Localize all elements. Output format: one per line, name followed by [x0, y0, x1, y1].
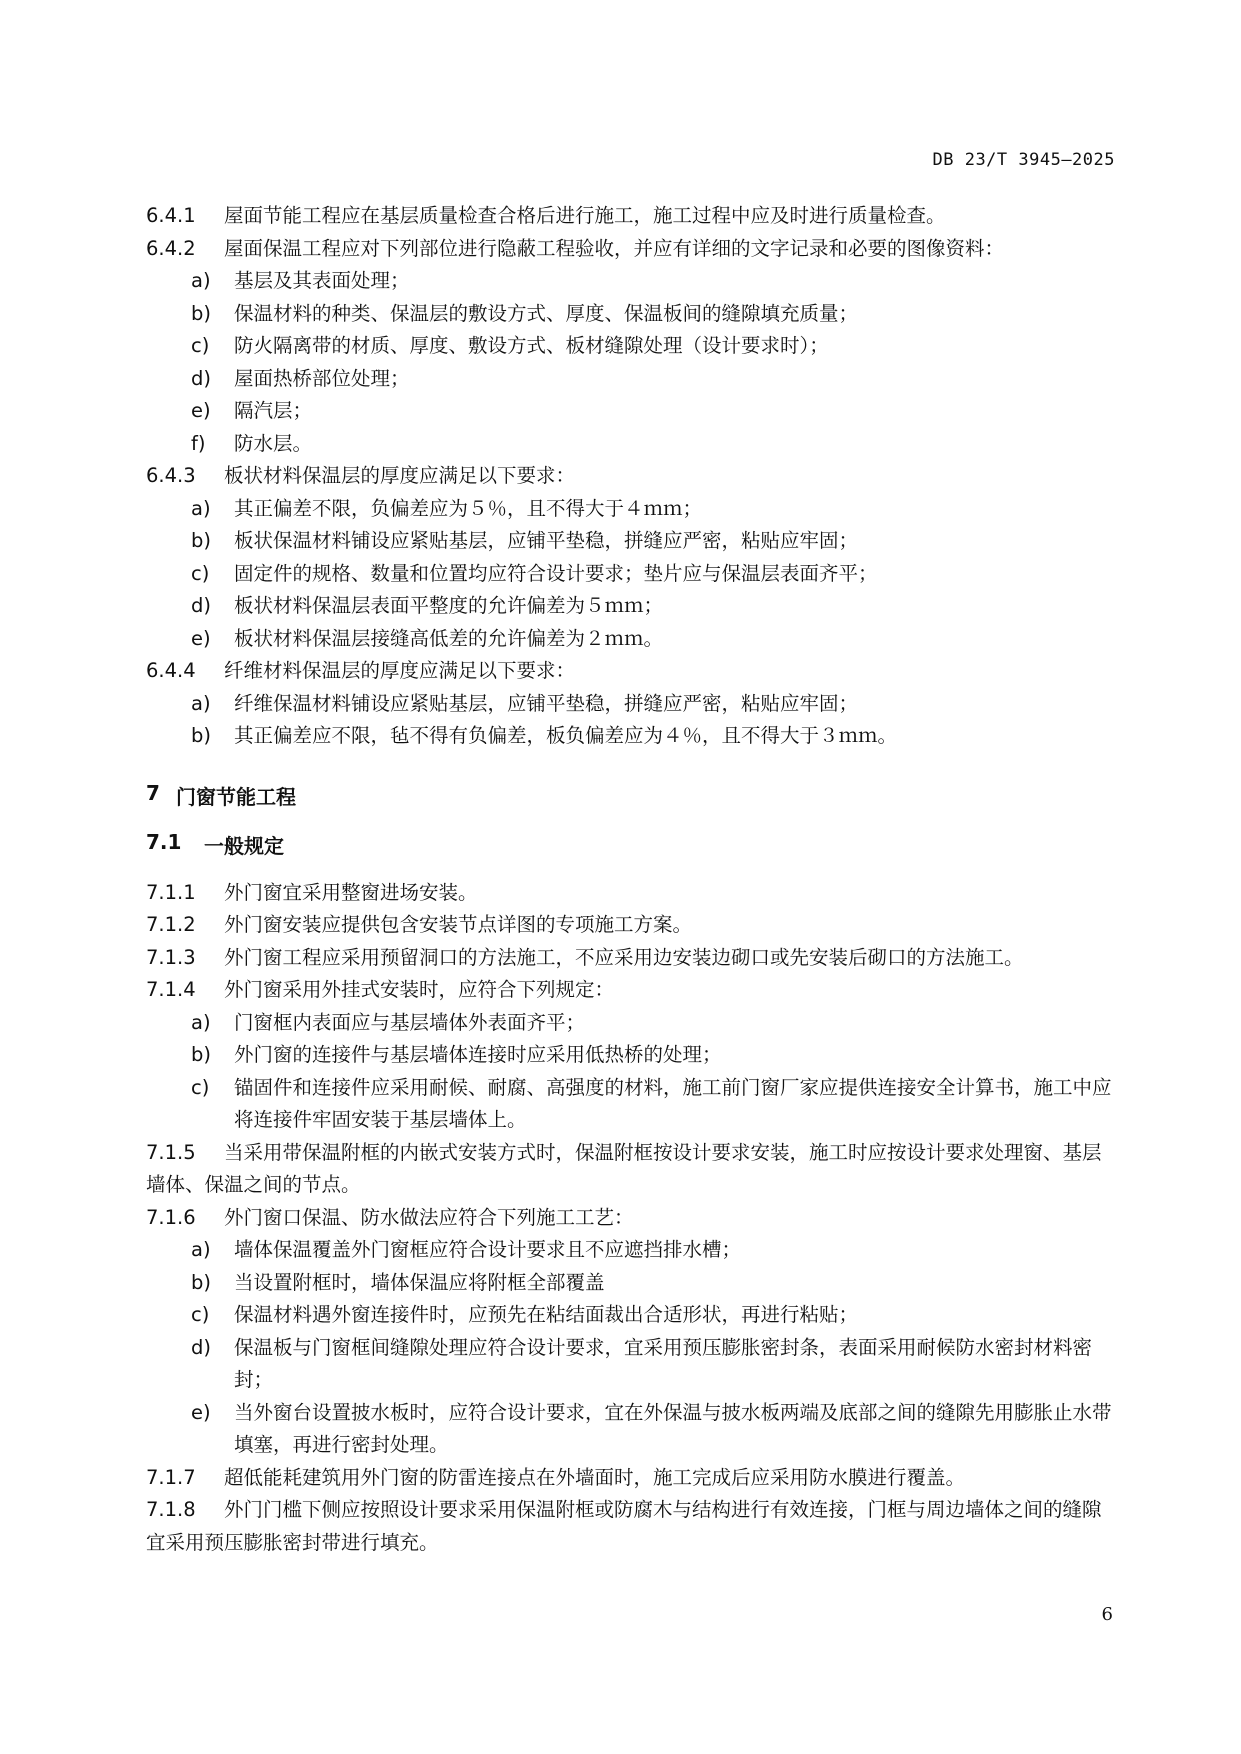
list-item-text: 其正偏差不限，负偏差应为５％，且不得大于４ｍｍ； — [234, 496, 703, 520]
clause-text: 外门窗口保温、防水做法应符合下列施工工艺： — [224, 1205, 634, 1229]
list-item — [146, 493, 1116, 526]
clause-6.4.4 — [146, 655, 1116, 688]
list-item-text: 保温材料的种类、保温层的敷设方式、厚度、保温板间的缝隙填充质量； — [234, 301, 859, 325]
list-item-label: d) — [191, 366, 211, 390]
clause-number: 7.1.6 — [146, 1205, 196, 1229]
list-item — [146, 1397, 1116, 1462]
clause-6.4.1 — [146, 200, 1116, 233]
clause-text: 外门门槛下侧应按照设计要求采用保温附框或防腐木与结构进行有效连接，门框与周边墙体之间的缝隙宜采用预压膨胀密封带进行填充。 — [146, 1498, 1102, 1554]
list-item — [146, 720, 1116, 753]
list-item-label: c) — [191, 1075, 210, 1099]
clause-7.1.3 — [146, 942, 1116, 975]
chapter-heading — [146, 781, 1116, 810]
clause-text: 屋面保温工程应对下列部位进行隐蔽工程验收，并应有详细的文字记录和必要的图像资料： — [224, 236, 1005, 260]
list-item-label: a) — [191, 496, 211, 520]
list-item-label: e) — [191, 399, 211, 422]
list-item-label: d) — [191, 1335, 211, 1359]
list-item — [146, 590, 1116, 623]
list-item — [146, 395, 1116, 428]
clause-number: 7.1.7 — [146, 1465, 196, 1489]
list-item — [146, 688, 1116, 721]
list-item-text: 隔汽层； — [234, 399, 313, 422]
clause-number: 7.1.2 — [146, 913, 196, 936]
chapter-number: 7 — [146, 780, 160, 805]
clause-number: 7.1.1 — [146, 880, 196, 904]
list-item-text: 板状材料保温层表面平整度的允许偏差为５ｍｍ； — [234, 594, 664, 617]
chapter-title: 门窗节能工程 — [176, 784, 296, 809]
list-item — [146, 1299, 1116, 1332]
clause-number: 6.4.2 — [146, 236, 196, 260]
clause-text: 屋面节能工程应在基层质量检查合格后进行施工，施工过程中应及时进行质量检查。 — [224, 204, 946, 227]
list-item — [146, 1007, 1116, 1040]
list-item-text: 保温材料遇外窗连接件时，应预先在粘结面裁出合适形状，再进行粘贴； — [234, 1303, 859, 1326]
list-item-text: 板状保温材料铺设应紧贴基层，应铺平垫稳，拼缝应严密，粘贴应牢固； — [234, 529, 859, 552]
list-item-label: b) — [191, 724, 211, 747]
list-item-label: c) — [191, 1303, 210, 1326]
list-item — [146, 1072, 1116, 1137]
clause-6.4.2 — [146, 233, 1116, 266]
list-item — [146, 298, 1116, 331]
list-item — [146, 363, 1116, 396]
clause-number: 6.4.3 — [146, 464, 196, 487]
list-item — [146, 623, 1116, 656]
clause-text: 超低能耗建筑用外门窗的防雷连接点在外墙面时，施工完成后应采用防水膜进行覆盖。 — [224, 1465, 966, 1489]
list-item — [146, 1234, 1116, 1267]
document-body — [146, 200, 1116, 1559]
list-item-text: 固定件的规格、数量和位置均应符合设计要求；垫片应与保温层表面齐平； — [234, 561, 878, 585]
page-number: 6 — [1101, 1604, 1113, 1625]
clause-7.1.4 — [146, 974, 1116, 1007]
list-item — [146, 1332, 1116, 1397]
clause-number: 7.1.3 — [146, 945, 196, 969]
clause-number: 7.1.8 — [146, 1498, 196, 1521]
list-item-text: 门窗框内表面应与基层墙体外表面齐平； — [234, 1010, 586, 1034]
list-item — [146, 428, 1116, 461]
list-item — [146, 330, 1116, 363]
list-item-label: a) — [191, 1010, 211, 1034]
list-item-label: a) — [191, 1238, 211, 1261]
list-item-text: 墙体保温覆盖外门窗框应符合设计要求且不应遮挡排水槽； — [234, 1238, 742, 1261]
clause-number: 6.4.1 — [146, 204, 196, 227]
list-item-label: b) — [191, 529, 211, 552]
clause-text: 外门窗采用外挂式安装时，应符合下列规定： — [224, 978, 615, 1001]
list-item — [146, 558, 1116, 591]
clause-text: 外门窗工程应采用预留洞口的方法施工，不应采用边安装边砌口或先安装后砌口的方法施工。 — [224, 945, 1024, 969]
list-item-label: e) — [191, 626, 211, 650]
list-item — [146, 1267, 1116, 1300]
list-item-label: c) — [191, 561, 210, 585]
section-number: 7.1 — [146, 829, 182, 854]
list-item-label: b) — [191, 1043, 211, 1066]
clause-7.1.8 — [146, 1494, 1116, 1559]
list-item — [146, 525, 1116, 558]
clause-number: 6.4.4 — [146, 659, 196, 682]
list-item-text: 基层及其表面处理； — [234, 269, 410, 292]
list-item — [146, 265, 1116, 298]
clause-7.1.1 — [146, 877, 1116, 910]
list-item-label: d) — [191, 594, 211, 617]
list-item-label: b) — [191, 1270, 211, 1294]
list-item-text: 锚固件和连接件应采用耐候、耐腐、高强度的材料，施工前门窗厂家应提供连接安全计算书，施工中应将连接件牢固安装于基层墙体上。 — [234, 1075, 1112, 1131]
clause-text: 外门窗宜采用整窗进场安装。 — [224, 880, 478, 904]
list-item-label: f) — [191, 431, 206, 455]
list-item-label: e) — [191, 1400, 211, 1424]
list-item — [146, 1039, 1116, 1072]
list-item-text: 当外窗台设置披水板时，应符合设计要求，宜在外保温与披水板两端及底部之间的缝隙先用膨胀止水带填塞，再进行密封处理。 — [234, 1400, 1112, 1456]
clause-text: 当采用带保温附框的内嵌式安装方式时，保温附框按设计要求安装，施工时应按设计要求处理窗、基层墙体、保温之间的节点。 — [146, 1140, 1102, 1196]
list-item-label: a) — [191, 691, 211, 715]
list-item-text: 防火隔离带的材质、厚度、敷设方式、板材缝隙处理（设计要求时）； — [234, 334, 829, 357]
document-code: DB 23/T 3945—2025 — [932, 150, 1115, 170]
clause-number: 7.1.5 — [146, 1140, 196, 1164]
list-item-text: 保温板与门窗框间缝隙处理应符合设计要求，宜采用预压膨胀密封条，表面采用耐候防水密封材料密封； — [234, 1335, 1093, 1391]
clause-6.4.3 — [146, 460, 1116, 493]
section-title: 一般规定 — [204, 833, 284, 858]
clause-7.1.6 — [146, 1202, 1116, 1235]
list-item-text: 当设置附框时，墙体保温应将附框全部覆盖 — [234, 1270, 605, 1294]
list-item-text: 防水层。 — [234, 431, 313, 455]
clause-text: 外门窗安装应提供包含安装节点详图的专项施工方案。 — [224, 913, 693, 936]
list-item-text: 屋面热桥部位处理； — [234, 366, 410, 390]
list-item-text: 板状材料保温层接缝高低差的允许偏差为２ｍｍ。 — [234, 626, 664, 650]
list-item-text: 纤维保温材料铺设应紧贴基层，应铺平垫稳，拼缝应严密，粘贴应牢固； — [234, 691, 859, 715]
section-heading — [146, 830, 1116, 859]
clause-number: 7.1.4 — [146, 978, 196, 1001]
list-item-label: b) — [191, 301, 211, 325]
clause-7.1.2 — [146, 909, 1116, 942]
list-item-text: 外门窗的连接件与基层墙体连接时应采用低热桥的处理； — [234, 1043, 722, 1066]
list-item-label: c) — [191, 334, 210, 357]
clause-7.1.7 — [146, 1462, 1116, 1495]
clause-7.1.5 — [146, 1137, 1116, 1202]
list-item-label: a) — [191, 269, 211, 292]
list-item-text: 其正偏差应不限，毡不得有负偏差，板负偏差应为４％，且不得大于３ｍｍ。 — [234, 724, 898, 747]
clause-text: 纤维材料保温层的厚度应满足以下要求： — [224, 659, 576, 682]
clause-text: 板状材料保温层的厚度应满足以下要求： — [224, 464, 576, 487]
